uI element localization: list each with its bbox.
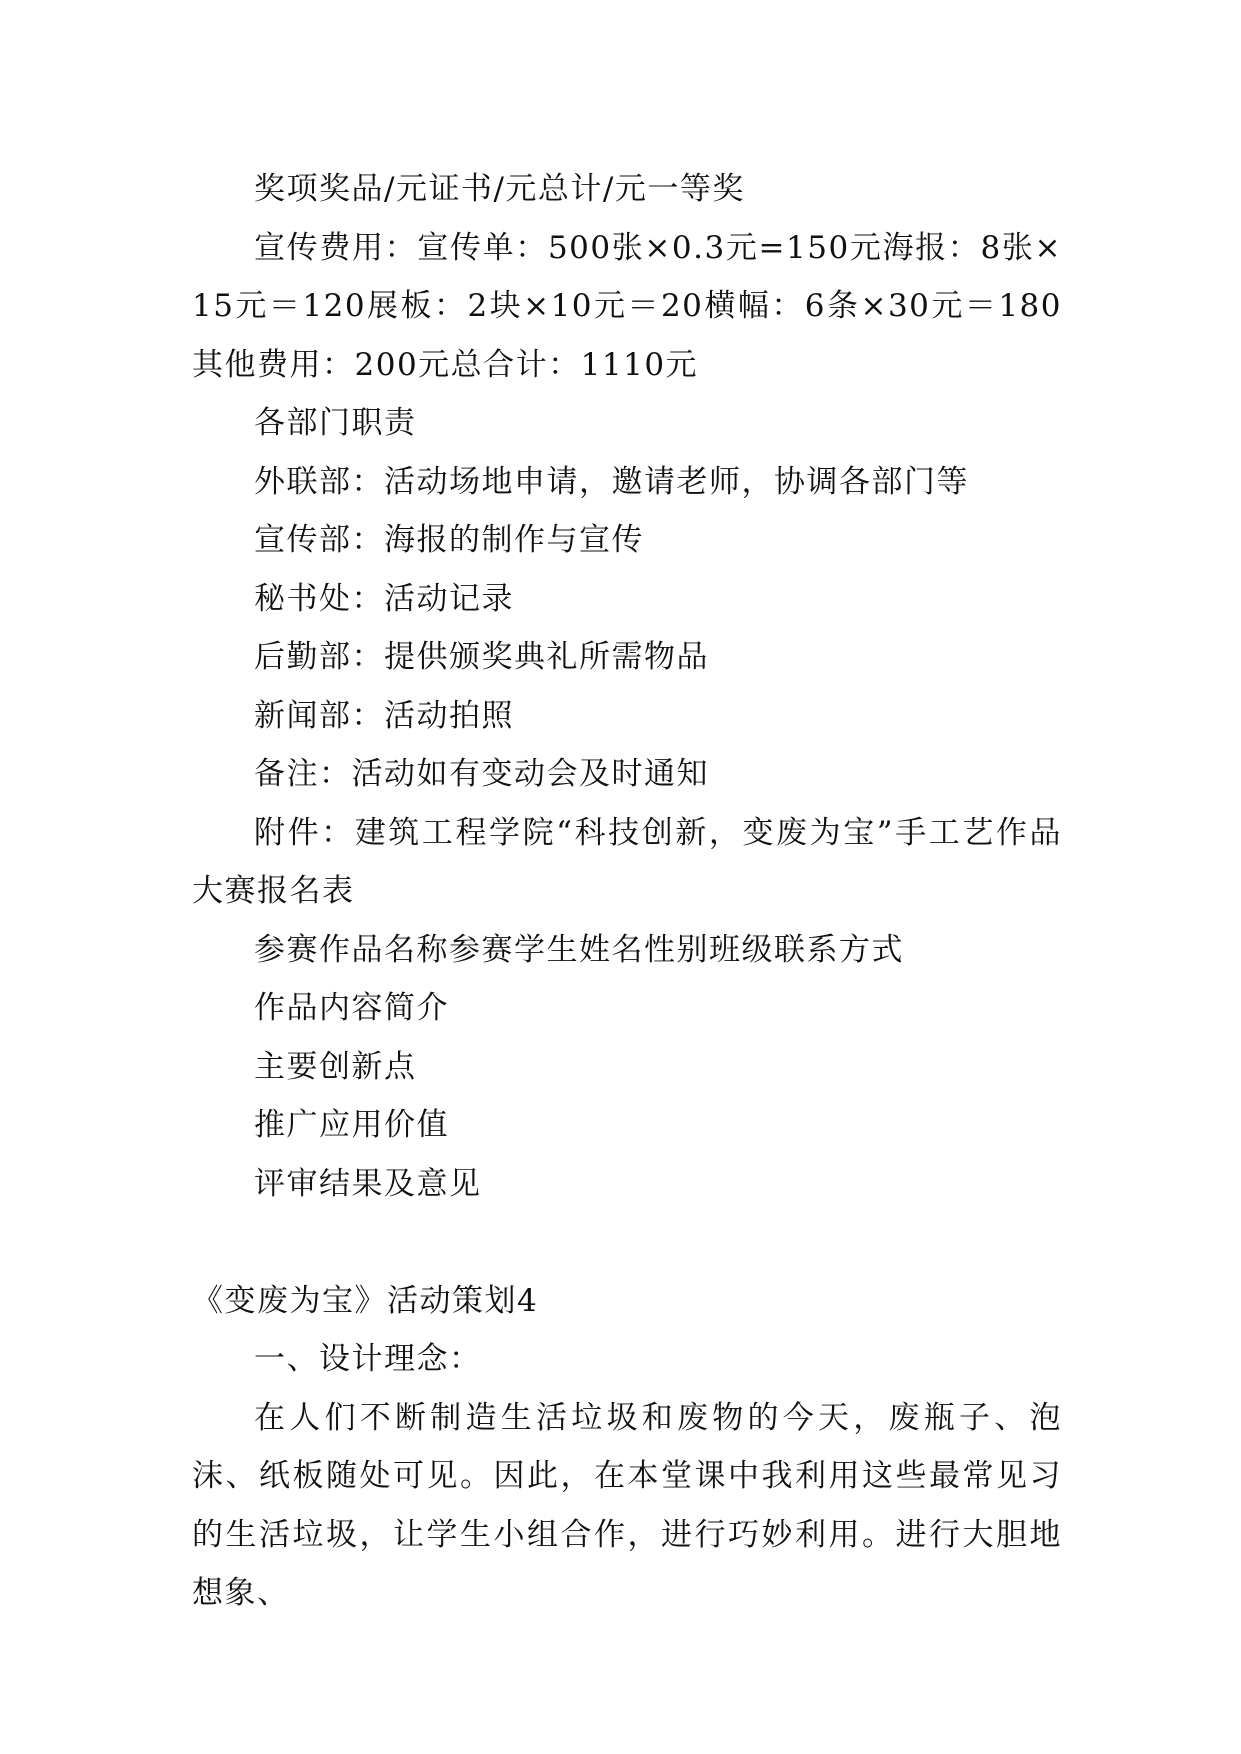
paragraph-application-value: 推广应用价值 <box>254 1107 449 1143</box>
paragraph-innovation-points: 主要创新点 <box>254 1048 417 1085</box>
paragraph-news-dept: 新闻部：活动拍照 <box>254 697 514 734</box>
document-body <box>192 160 1062 1623</box>
paragraph-design-concept-heading: 一、设计理念： <box>254 1341 482 1377</box>
paragraph-entry-fields: 参赛作品名称参赛学生姓名性别班级联系方式 <box>254 931 904 968</box>
paragraph-publicity-costs: 宣传费用：宣传单：500张×0.3元=150元海报：8张×15元＝120展板：2块×10元＝20横幅：6条×30元＝180其他费用：200元总合计：1110元 <box>192 229 1062 383</box>
paragraph-department-duties: 各部门职责 <box>254 405 417 441</box>
paragraph-logistics: 后勤部：提供颁奖典礼所需物品 <box>254 639 709 675</box>
paragraph-external-affairs: 外联部：活动场地申请，邀请老师，协调各部门等 <box>254 463 969 500</box>
paragraph-secretariat: 秘书处：活动记录 <box>254 580 514 617</box>
section-title: 《变废为宝》活动策划4 <box>192 1282 539 1319</box>
paragraph-attachment: 附件：建筑工程学院“科技创新，变废为宝”手工艺作品大赛报名表 <box>192 814 1062 909</box>
paragraph-work-summary: 作品内容简介 <box>254 990 449 1026</box>
paragraph-award-items: 奖项奖品/元证书/元总计/元一等奖 <box>254 171 745 207</box>
paragraph-remarks: 备注：活动如有变动会及时通知 <box>254 756 709 792</box>
paragraph-design-concept-body: 在人们不断制造生活垃圾和废物的今天，废瓶子、泡沫、纸板随处可见。因此，在本堂课中我利用这些最常见习的生活垃圾，让学生小组合作，进行巧妙利用。进行大胆地想象、 <box>192 1399 1062 1611</box>
paragraph-publicity-dept: 宣传部：海报的制作与宣传 <box>254 522 644 558</box>
paragraph-review-results: 评审结果及意见 <box>254 1165 482 1202</box>
